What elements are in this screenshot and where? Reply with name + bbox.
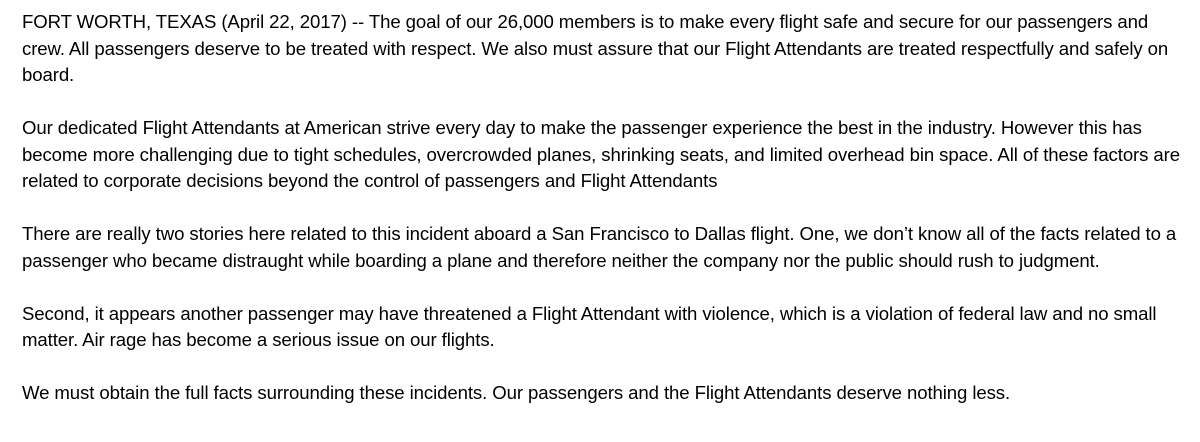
paragraph-conclusion: We must obtain the full facts surrounding these incidents. Our passengers and the Flight Attendants deserve nothing less.	[22, 382, 1011, 403]
paragraph-two-stories: There are really two stories here related to this incident aboard a San Francisco to Dallas flight. One, we don’t know all of the facts related to a passenger who became distraught while boarding a plane and therefore neither the company nor the public should rush to judgment.	[22, 223, 1177, 271]
press-statement	[22, 9, 1194, 407]
paragraph-intro: FORT WORTH, TEXAS (April 22, 2017) -- The goal of our 26,000 members is to make every flight safe and secure for our passengers and crew. All passengers deserve to be treated with respect. We also must assure that our Flight Attendants are treated respectfully and safely on board.	[22, 11, 1169, 85]
paragraph-air-rage: Second, it appears another passenger may have threatened a Flight Attendant with violence, which is a violation of federal law and no small matter. Air rage has become a serious issue on our flights.	[22, 302, 1157, 350]
paragraph-flight-attendants: Our dedicated Flight Attendants at American strive every day to make the passenger experience the best in the industry. However this has become more challenging due to tight schedules, overcrowded planes, shrinking seats, and limited overhead bin space. All of these factors are related to corporate decisions beyond the control of passengers and Flight Attendants	[22, 117, 1180, 191]
